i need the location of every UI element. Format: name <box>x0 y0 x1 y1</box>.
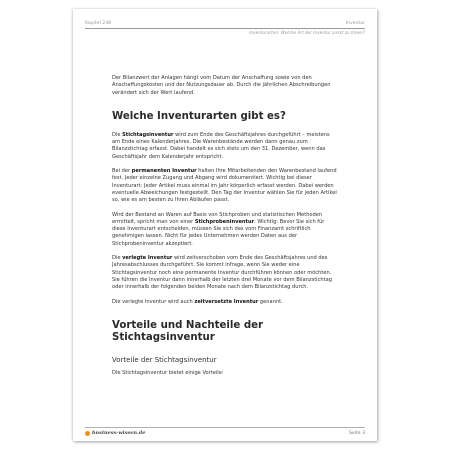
header-chapter: Kapitel 248 <box>85 21 112 26</box>
paragraph-stichtagsinventur: Die Stichtagsinventur wird zum Ende des Geschäftsjahres durchgeführt – meistens am Ende eines Kalenderjahres. Die Warenbestände werden dann genau zum Bilanzstichtag erfasst. Dabei handelt es sich stets um den 31. Dezember, wenn das Geschäftsjahr dem Kalenderjahr entspricht. <box>112 131 330 160</box>
page-content <box>112 75 338 384</box>
subheading-vorteile: Vorteile der Stichtagsinventur <box>112 355 217 364</box>
header-subtitle: Inventurarten: Welche Art der Inventur passt zu Ihnen? <box>249 30 365 35</box>
heading-vorteile-nachteile: Vorteile und Nachteile der Stichtagsinventur <box>112 319 264 343</box>
footer-logo <box>85 430 145 436</box>
footer-divider <box>85 427 365 428</box>
document-page <box>73 9 377 441</box>
logo-dot-icon <box>85 431 90 436</box>
term-verlegte-inventur: verlegte Inventur <box>122 255 173 262</box>
term-stichprobeninventur: Stichprobeninventur <box>194 218 255 225</box>
term-permanente-inventur: permanenten Inventur <box>131 168 197 175</box>
intro-paragraph: Der Bilanzwert der Anlagen hängt vom Datum der Anschaffung sowie von den Anschaffungskosten und der Nutzungsdauer ab. Durch die jährlichen Abschreibungen verändert sich der Wert laufend. <box>112 75 331 96</box>
term-stichtagsinventur: Stichtagsinventur <box>122 131 174 138</box>
header-divider <box>85 28 365 29</box>
paragraph-vorteile-intro: Die Stichtagsinventur bietet einige Vorteile: <box>112 369 224 376</box>
paragraph-zeitversetzte-inventur: Die verlegte Inventur wird auch zeitversetzte Inventur genannt. <box>112 298 283 305</box>
term-zeitversetzte-inventur: zeitversetzte Inventur <box>194 298 259 305</box>
paragraph-stichprobeninventur: Wird der Bestand an Waren auf Basis von Stichproben und statistischen Methoden ermittelt, spricht man von einer Stichprobeninventur. Wichtig: Bevor Sie sich für diese Inventurart entscheiden, müssen Sie sich das vom Finanzamt schriftlich genehmigen lassen. Nicht für jedes Unternehmen werden Daten aus der Stichprobeninventur akzeptiert. <box>112 211 325 247</box>
header-section: Inventur <box>345 21 365 26</box>
logo-text: business-wissen.de <box>92 430 146 436</box>
paragraph-permanente-inventur: Bei der permanenten Inventur halten Ihre Mitarbeitenden den Warenbestand laufend fest. Jeder einzelne Zugang und Abgang wird dokumentiert. Wichtig bei dieser Inventurart: Jeder Artikel muss einmal im Jahr körperlich erfasst werden. Dabei werden eventuelle Abweichungen festgestellt. Den Tag der Inventur wählen Sie für jeden Artikel so, wie es am besten zu Ihren Abläufen passt. <box>112 168 337 204</box>
paragraph-verlegte-inventur: Die verlegte Inventur wird zeitverschoben vom Ende des Geschäftsjahres und des Jahresabschlusses durchgeführt. Sie kommt infrage, wenn Sie weder eine Stichtagsinventur noch eine permanente Inventur durchführen können oder möchten. Sie führen die Inventur dann innerhalb der letzten drei Monate vor dem Bilanzstichtag oder innerhalb der folgenden beiden Monate nach dem Bilanzstichtag durch. <box>112 255 332 291</box>
page-number: Seite 3 <box>348 431 365 436</box>
heading-inventurarten: Welche Inventurarten gibt es? <box>112 110 286 122</box>
